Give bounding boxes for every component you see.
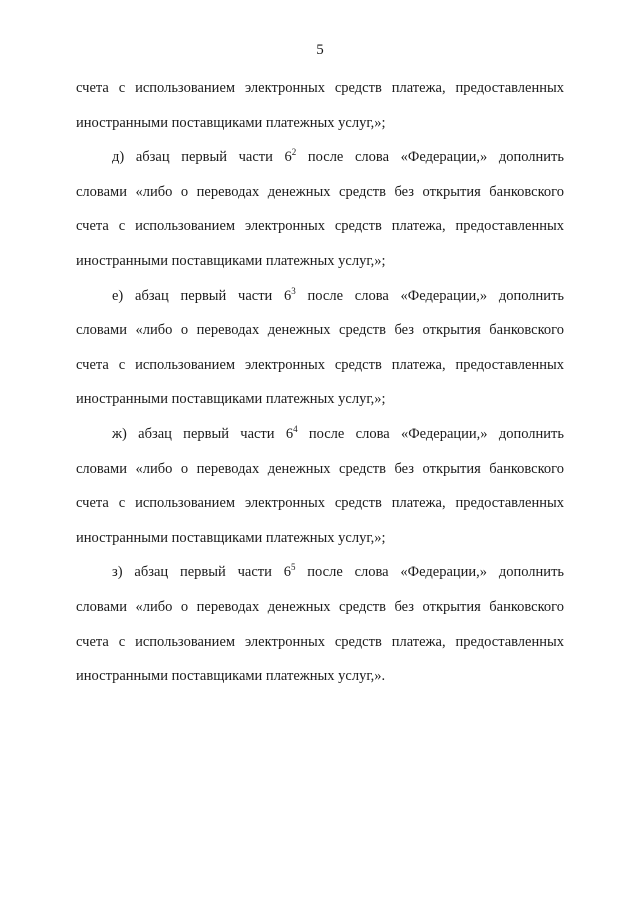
text-line: иностранными поставщиками платежных услуг,»; [76, 114, 386, 131]
text-line: счета с использованием электронных средств платежа, предоставленных [76, 633, 564, 650]
text-line: словами «либо о переводах денежных средств без открытия банковского [76, 183, 564, 200]
paragraph-continuation [76, 71, 564, 140]
paragraph-first-line [76, 417, 564, 452]
item-rest: после слова «Федерации,» дополнить [307, 149, 565, 166]
superscript: 3 [291, 285, 296, 296]
text-line: счета с использованием электронных средств платежа, предоставленных [76, 80, 564, 96]
text-line: иностранными поставщиками платежных услуг,»; [76, 391, 386, 408]
text-line: счета с использованием электронных средств платежа, предоставленных [76, 356, 564, 373]
superscript: 4 [293, 423, 298, 434]
item-lead: абзац первый части 6 [135, 287, 292, 304]
page-number: 5 [316, 42, 324, 58]
paragraph-first-line [76, 140, 564, 175]
text-line: иностранными поставщиками платежных услуг,»; [76, 529, 386, 546]
item-lead: абзац первый части 6 [134, 564, 291, 581]
item-rest: после слова «Федерации,» дополнить [307, 287, 565, 304]
paragraph-first-line [76, 555, 564, 590]
paragraph-z [76, 555, 564, 693]
item-rest: после слова «Федерации,» дополнить [307, 564, 565, 581]
document-body [76, 71, 564, 694]
item-letter: д) [112, 149, 125, 166]
paragraph-d [76, 140, 564, 278]
item-letter: з) [112, 564, 123, 581]
superscript: 2 [291, 147, 297, 158]
item-letter: е) [112, 287, 124, 304]
paragraph-first-line [76, 279, 564, 314]
text-line: счета с использованием электронных средств платежа, предоставленных [76, 218, 564, 235]
text-line: словами «либо о переводах денежных средств без открытия банковского [76, 598, 564, 615]
text-line: счета с использованием электронных средств платежа, предоставленных [76, 495, 564, 512]
item-lead: абзац первый части 6 [138, 425, 294, 442]
paragraph-zh [76, 417, 564, 555]
text-line: иностранными поставщиками платежных услуг,»; [76, 252, 386, 269]
text-line: словами «либо о переводах денежных средств без открытия банковского [76, 460, 564, 477]
item-lead: абзац первый части 6 [135, 149, 292, 166]
item-letter: ж) [112, 425, 127, 442]
superscript: 5 [290, 562, 296, 573]
paragraph-e [76, 279, 564, 417]
item-rest: после слова «Федерации,» дополнить [308, 425, 564, 442]
text-line: иностранными поставщиками платежных услуг,». [76, 668, 386, 685]
text-line: словами «либо о переводах денежных средств без открытия банковского [76, 322, 564, 339]
